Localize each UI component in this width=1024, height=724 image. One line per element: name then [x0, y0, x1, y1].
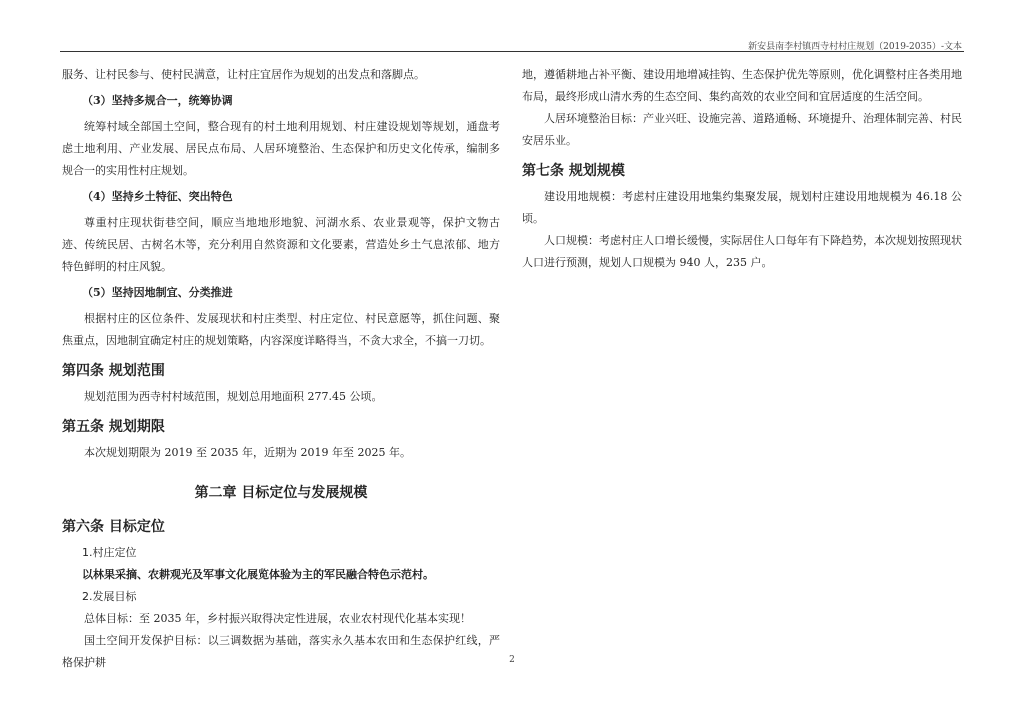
land-protection-continued-text: 地，遵循耕地占补平衡、建设用地增减挂钩、生态保护优先等原则，优化调整村庄各类用地布局，最终形成山清水秀的生态空间、集约高效的农业空间和宜居适度的生活空间。 — [522, 68, 962, 103]
land-protection-goal-text: 国土空间开发保护目标：以三调数据为基础，落实永久基本农田和生态保护红线，严格保护耕 — [62, 634, 500, 669]
village-positioning-text: 以林果采摘、农耕观光及军事文化展览体验为主的军民融合特色示范村。 — [82, 568, 434, 581]
chapter-2-title: 第二章 目标定位与发展规模 — [194, 485, 368, 501]
development-goals-heading: 2.发展目标 — [82, 590, 137, 603]
population-scale-text: 人口规模：考虑村庄人口增长缓慢，实际居住人口每年有下降趋势，本次规划按照现状人口进行预测，规划人口规模为 940 人，235 户。 — [522, 234, 962, 269]
principle-4-text: 尊重村庄现状街巷空间，顺应当地地形地貌、河湖水系、农业景观等，保护文物古迹、传统民居、古树名木等，充分利用自然资源和文化要素，营造处乡土气息浓郁、地方特色鲜明的村庄风貌。 — [62, 216, 500, 273]
construction-land-scale-text: 建设用地规模：考虑村庄建设用地集约集聚发展，规划村庄建设用地规模为 46.18 公顷。 — [522, 190, 962, 225]
header-divider — [60, 51, 964, 52]
living-environment-goal-text: 人居环境整治目标：产业兴旺、设施完善、道路通畅、环境提升、治理体制完善、村民安居乐业。 — [522, 112, 962, 147]
article-7-title: 第七条 规划规模 — [522, 163, 625, 179]
principle-5-heading: （5）坚持因地制宜、分类推进 — [82, 286, 233, 299]
principle-4-heading: （4）坚持乡土特征、突出特色 — [82, 190, 233, 203]
page-number: 2 — [509, 655, 515, 665]
right-column — [522, 64, 962, 274]
article-6-title: 第六条 目标定位 — [62, 519, 165, 535]
principle-3-heading: （3）坚持多规合一，统筹协调 — [82, 94, 233, 107]
article-4-title: 第四条 规划范围 — [62, 363, 165, 379]
left-column — [62, 64, 500, 674]
article-5-text: 本次规划期限为 2019 至 2035 年，近期为 2019 年至 2025 年。 — [84, 446, 411, 459]
overall-goal-text: 总体目标：至 2035 年，乡村振兴取得决定性进展，农业农村现代化基本实现！ — [84, 612, 471, 625]
intro-paragraph: 服务、让村民参与、使村民满意，让村庄宜居作为规划的出发点和落脚点。 — [62, 68, 425, 81]
article-5-title: 第五条 规划期限 — [62, 419, 165, 435]
document-header-title: 新安县南李村镇西寺村村庄规划（2019-2035）-文本 — [748, 42, 962, 52]
principle-3-text: 统筹村域全部国土空间，整合现有的村土地利用规划、村庄建设规划等规划，通盘考虑土地利用、产业发展、居民点布局、人居环境整治、生态保护和历史文化传承，编制多规合一的实用性村庄规划。 — [62, 120, 500, 177]
village-positioning-heading: 1.村庄定位 — [82, 546, 137, 559]
article-4-text: 规划范围为西寺村村域范围，规划总用地面积 277.45 公顷。 — [84, 390, 383, 403]
principle-5-text: 根据村庄的区位条件、发展现状和村庄类型、村庄定位、村民意愿等，抓住问题、聚焦重点，因地制宜确定村庄的规划策略，内容深度详略得当，不贪大求全，不搞一刀切。 — [62, 312, 500, 347]
